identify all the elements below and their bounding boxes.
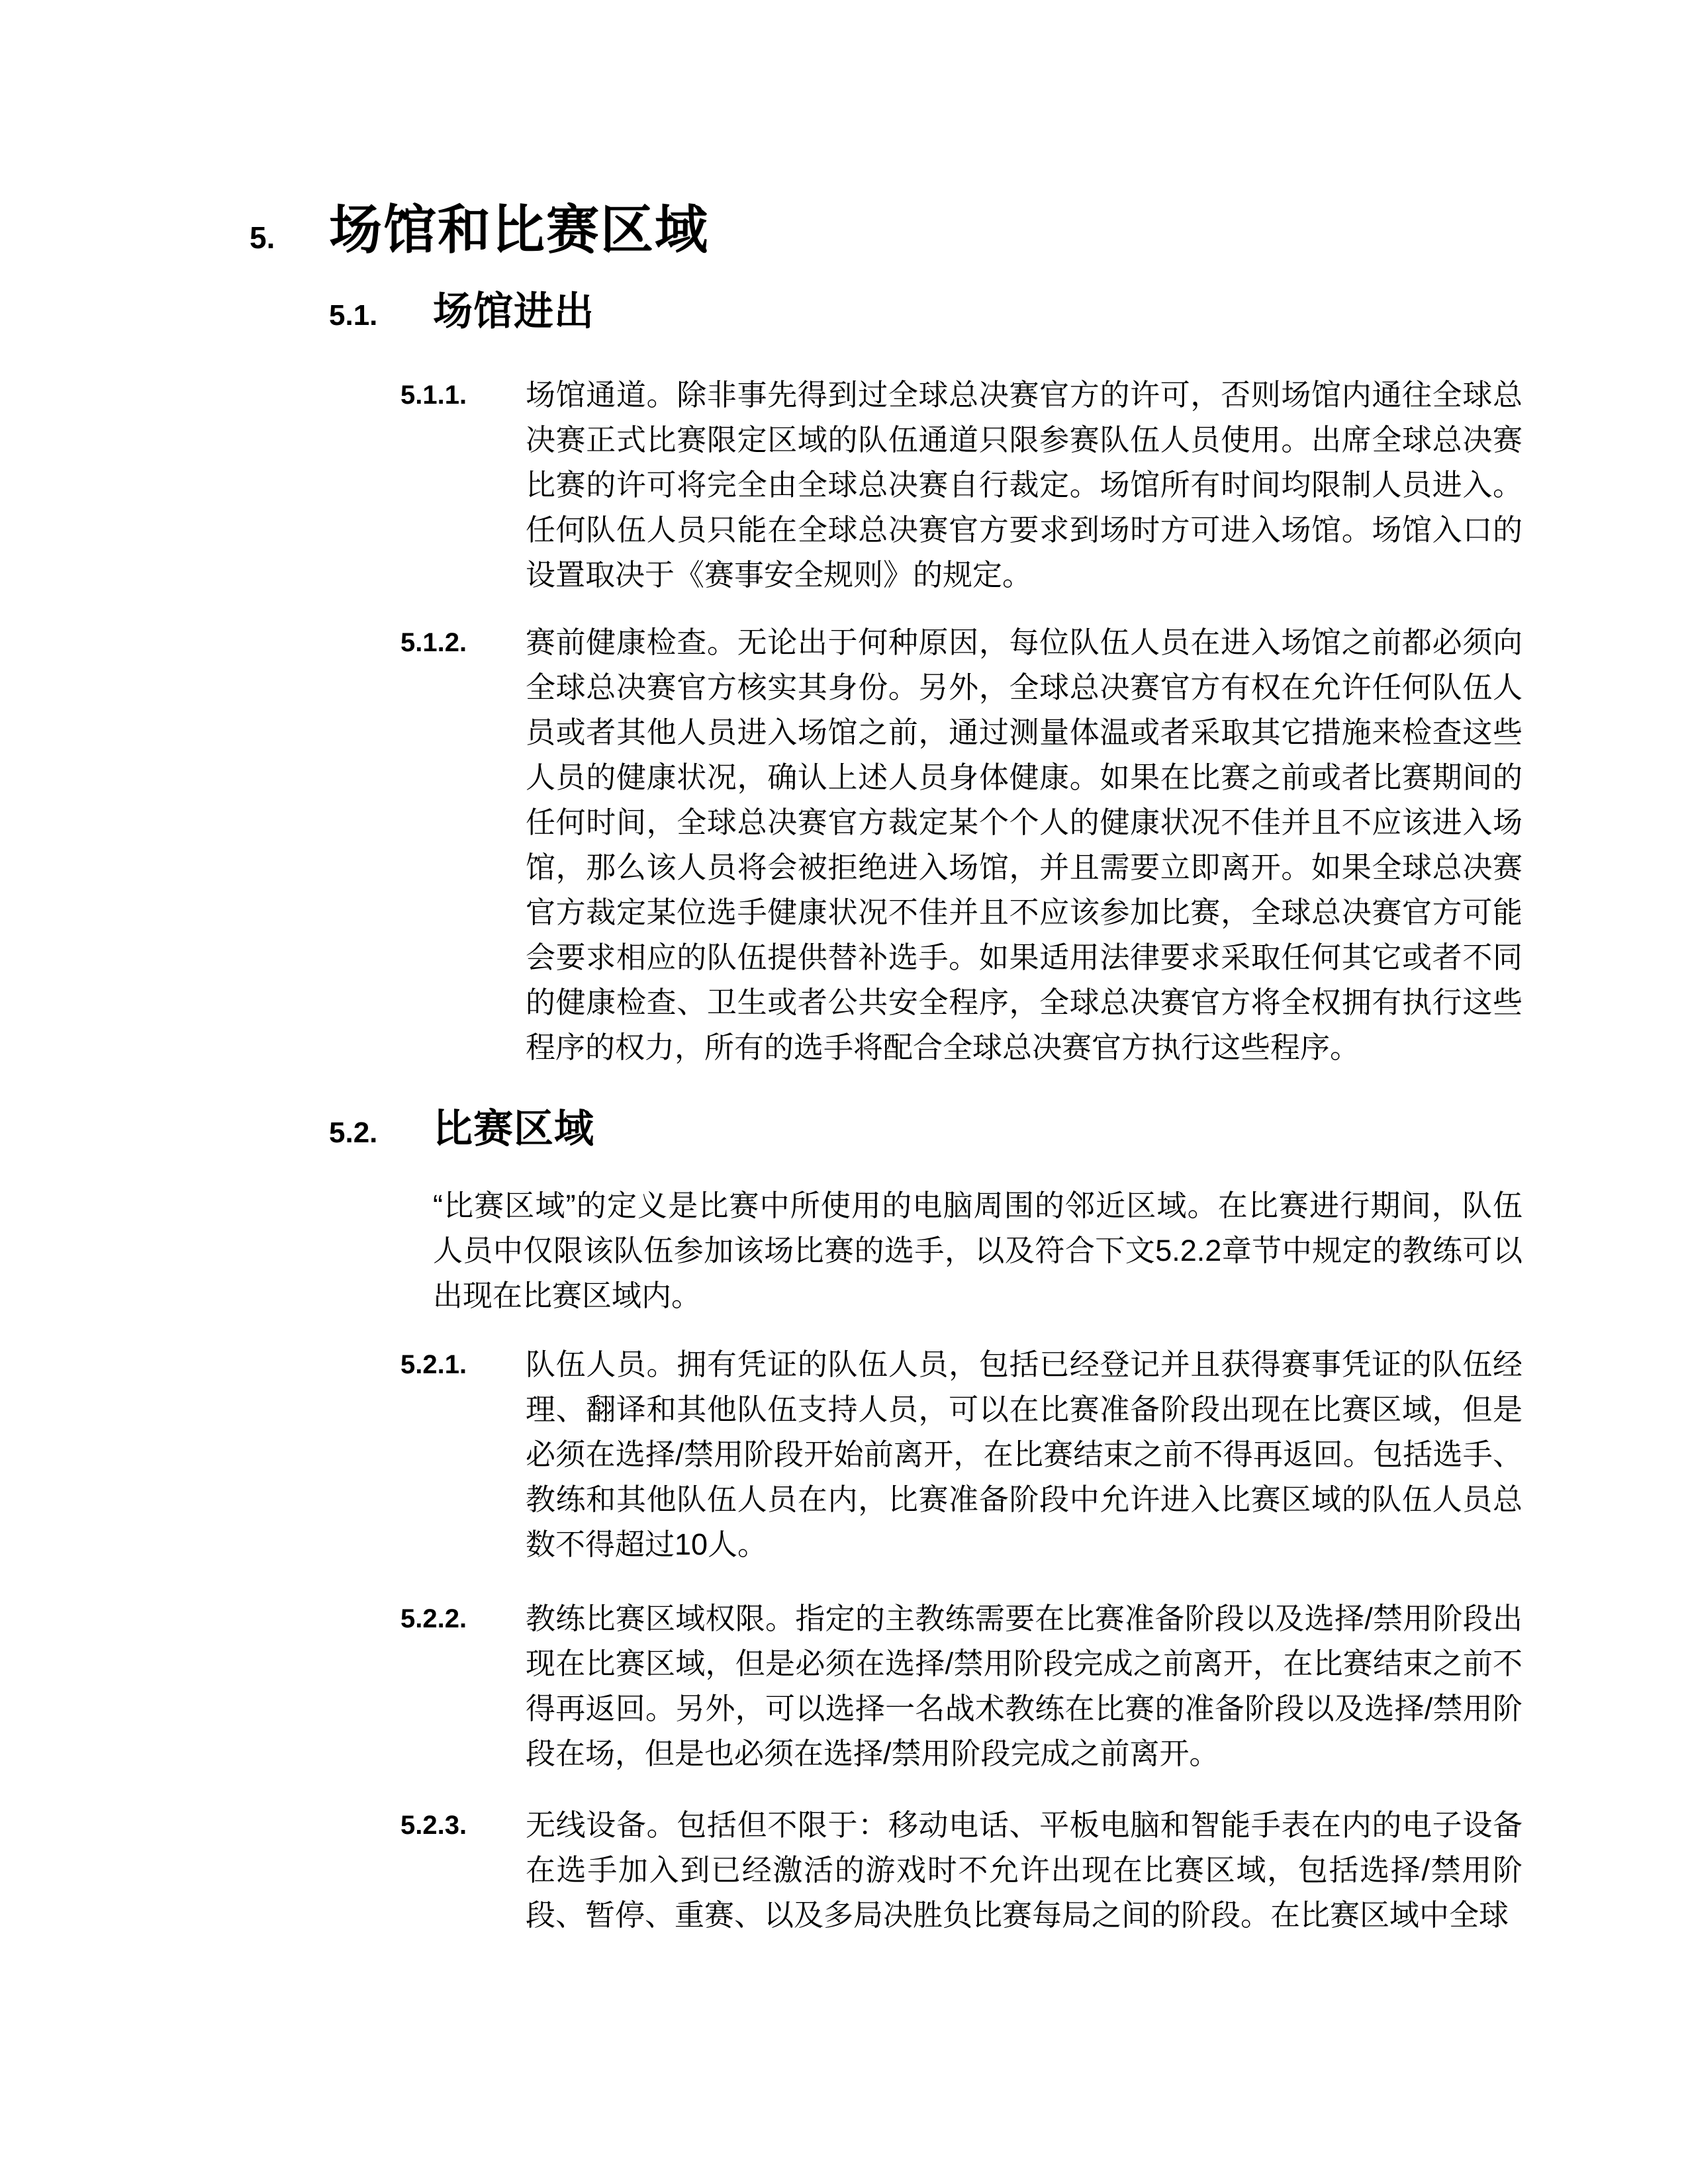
clause-5-2-3-text: 无线设备。包括但不限于：移动电话、平板电脑和智能手表在内的电子设备在选手加入到已经激活的游戏时不允许出现在比赛区域，包括选择/禁用阶段、暂停、重赛、以及多局决胜负比赛每局之间的阶段。在比赛区域中全球 <box>526 1808 1523 1932</box>
clause-5-1-1-number: 5.1.1. <box>400 381 467 410</box>
clause-5-1-2-number: 5.1.2. <box>400 628 467 657</box>
section-heading <box>250 203 709 273</box>
clause-5-1-2 <box>400 620 1523 1070</box>
clause-5-2-3-number: 5.2.3. <box>400 1811 467 1840</box>
subsection-5-1-number: 5.1. <box>329 299 378 332</box>
clause-5-2-3 <box>400 1803 1523 1938</box>
subsection-5-1-heading <box>329 291 594 343</box>
section-title: 场馆和比赛区域 <box>329 201 709 259</box>
clause-5-2-2-number: 5.2.2. <box>400 1604 467 1633</box>
section-number: 5. <box>250 220 275 255</box>
clause-5-2-2 <box>400 1596 1523 1776</box>
clause-5-1-1 <box>400 373 1523 598</box>
clause-5-2-2-text: 教练比赛区域权限。指定的主教练需要在比赛准备阶段以及选择/禁用阶段出现在比赛区域，但是必须在选择/禁用阶段完成之前离开，在比赛结束之前不得再返回。另外，可以选择一名战术教练在比赛的准备阶段以及选择/禁用阶段在场，但是也必须在选择/禁用阶段完成之前离开。 <box>526 1602 1523 1770</box>
subsection-5-1-title: 场馆进出 <box>433 289 594 334</box>
clause-5-2-1 <box>400 1342 1523 1567</box>
subsection-5-2-intro-paragraph: “比赛区域”的定义是比赛中所使用的电脑周围的邻近区域。在比赛进行期间，队伍人员中仅限该队伍参加该场比赛的选手，以及符合下文5.2.2章节中规定的教练可以出现在比赛区域内。 <box>433 1189 1523 1312</box>
clause-5-2-1-number: 5.2.1. <box>400 1350 467 1379</box>
subsection-5-2-heading <box>329 1109 594 1160</box>
clause-5-2-1-text: 队伍人员。拥有凭证的队伍人员，包括已经登记并且获得赛事凭证的队伍经理、翻译和其他队伍支持人员，可以在比赛准备阶段出现在比赛区域，但是必须在选择/禁用阶段开始前离开，在比赛结束之前不得再返回。包括选手、教练和其他队伍人员在内，比赛准备阶段中允许进入比赛区域的队伍人员总数不得超过10人。 <box>526 1347 1523 1561</box>
clause-5-1-2-text: 赛前健康检查。无论出于何种原因，每位队伍人员在进入场馆之前都必须向全球总决赛官方核实其身份。另外，全球总决赛官方有权在允许任何队伍人员或者其他人员进入场馆之前，通过测量体温或者采取其它措施来检查这些人员的健康状况，确认上述人员身体健康。如果在比赛之前或者比赛期间的任何时间，全球总决赛官方裁定某个个人的健康状况不佳并且不应该进入场馆，那么该人员将会被拒绝进入场馆，并且需要立即离开。如果全球总决赛官方裁定某位选手健康状况不佳并且不应该参加比赛，全球总决赛官方可能会要求相应的队伍提供替补选手。如果适用法律要求采取任何其它或者不同的健康检查、卫生或者公共安全程序，全球总决赛官方将全权拥有执行这些程序的权力，所有的选手将配合全球总决赛官方执行这些程序。 <box>526 625 1523 1064</box>
clause-5-1-1-text: 场馆通道。除非事先得到过全球总决赛官方的许可，否则场馆内通往全球总决赛正式比赛限定区域的队伍通道只限参赛队伍人员使用。出席全球总决赛比赛的许可将完全由全球总决赛自行裁定。场馆所有时间均限制人员进入。任何队伍人员只能在全球总决赛官方要求到场时方可进入场馆。场馆入口的设置取决于《赛事安全规则》的规定。 <box>526 378 1523 592</box>
subsection-5-2-title: 比赛区域 <box>433 1107 594 1151</box>
subsection-5-2-number: 5.2. <box>329 1116 378 1149</box>
